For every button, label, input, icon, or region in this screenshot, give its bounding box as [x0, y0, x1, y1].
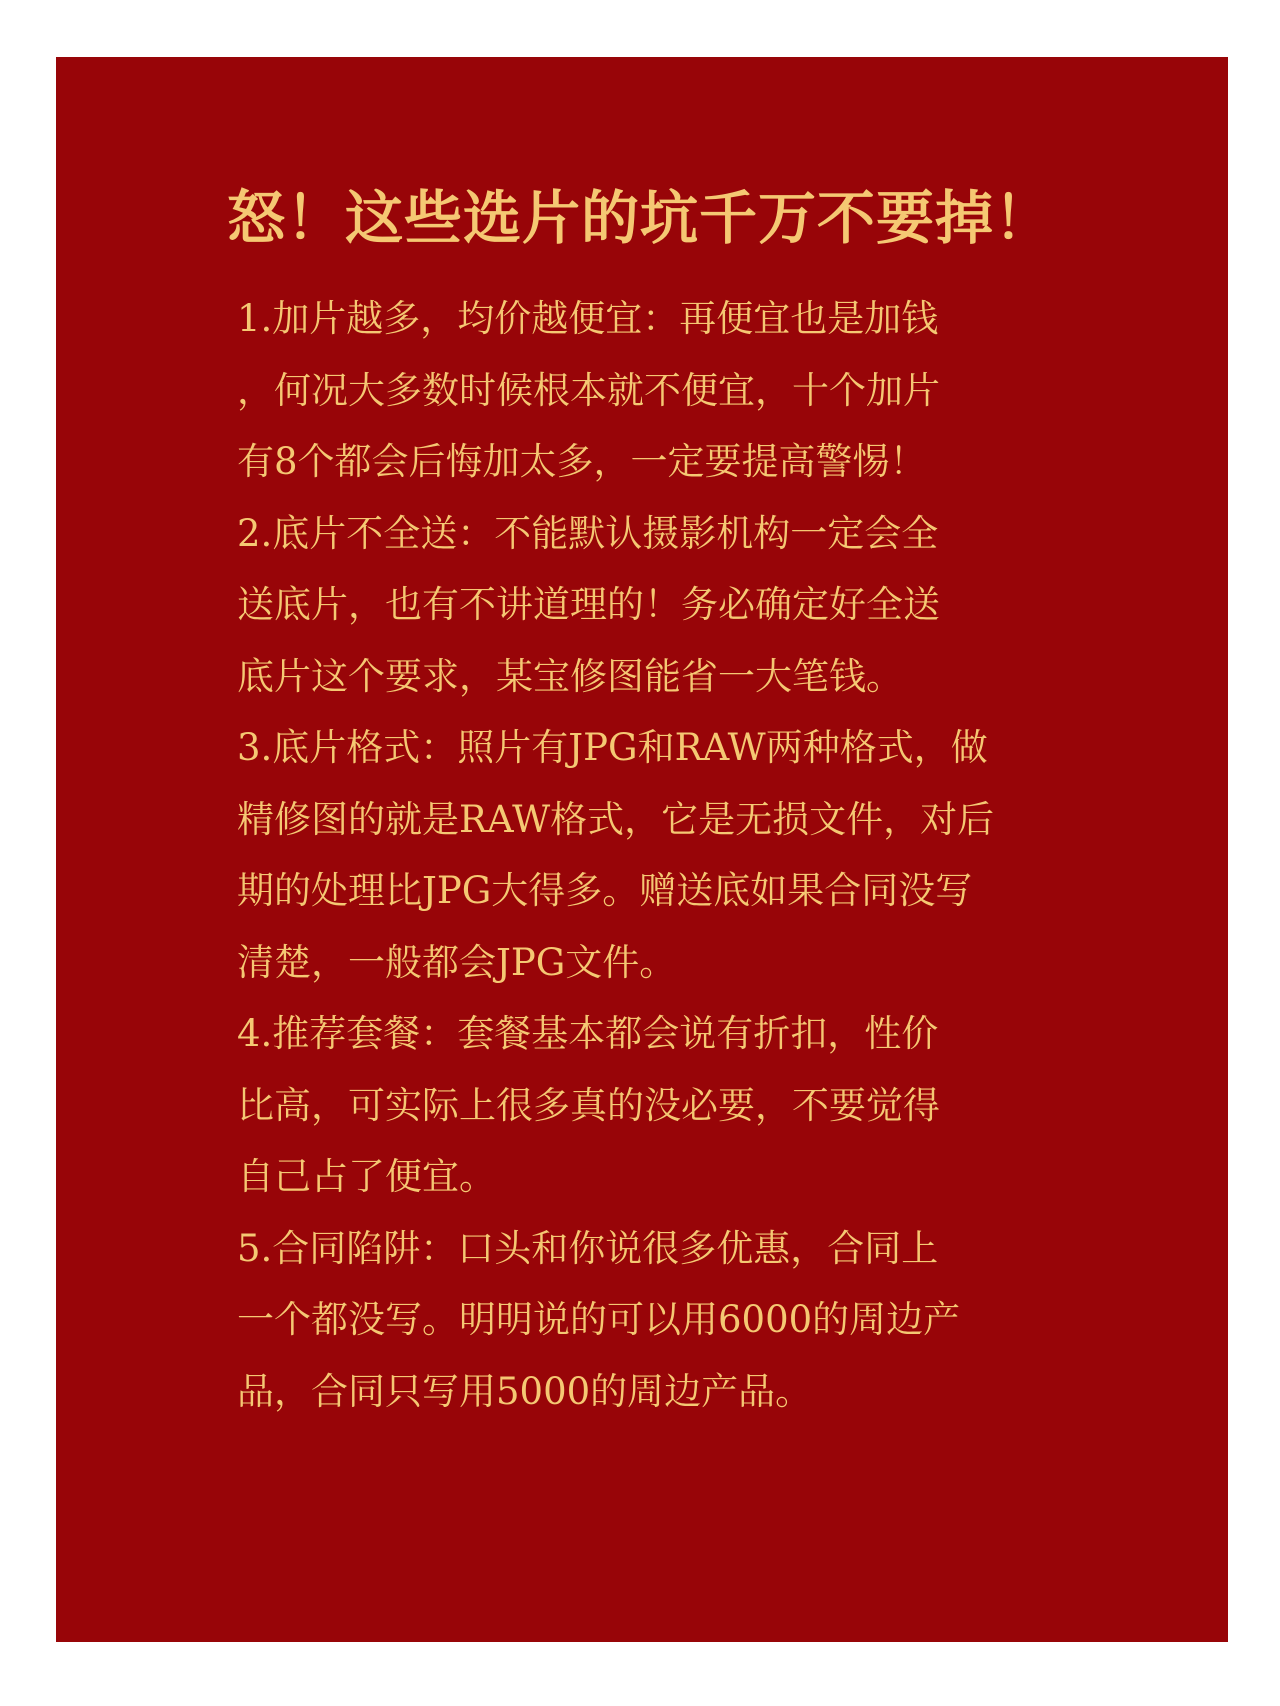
text-line: 送底片，也有不讲道理的！务必确定好全送 [237, 583, 940, 626]
text-line: 底片这个要求，某宝修图能省一大笔钱。 [237, 654, 903, 698]
text-line: 4.推荐套餐：套餐基本都会说有折扣，性价 [237, 1012, 939, 1055]
tips-body [237, 283, 1057, 1427]
page-title: 怒！这些选片的坑千万不要掉！ [226, 184, 1053, 252]
text-line: 一个都没写。明明说的可以用6000的周边产 [237, 1298, 961, 1341]
text-line: 品，合同只写用5000的周边产品。 [237, 1369, 813, 1413]
text-line: 1.加片越多，均价越便宜：再便宜也是加钱 [237, 297, 939, 340]
text-line: 期的处理比JPG大得多。赠送底如果合同没写 [237, 869, 973, 912]
text-line: 有8个都会后悔加太多，一定要提高警惕！ [237, 440, 927, 483]
text-line: 精修图的就是RAW格式，它是无损文件，对后 [237, 797, 995, 841]
text-line: 比高，可实际上很多真的没必要，不要觉得 [237, 1083, 940, 1127]
text-line: 清楚，一般都会JPG文件。 [237, 940, 677, 984]
text-line: 2.底片不全送：不能默认摄影机构一定会全 [237, 511, 939, 555]
text-line: 3.底片格式：照片有JPG和RAW两种格式，做 [237, 726, 988, 769]
text-line: ，何况大多数时候根本就不便宜，十个加片 [237, 368, 940, 412]
text-line: 自己占了便宜。 [237, 1155, 496, 1198]
text-line: 5.合同陷阱：口头和你说很多优惠，合同上 [237, 1226, 939, 1270]
